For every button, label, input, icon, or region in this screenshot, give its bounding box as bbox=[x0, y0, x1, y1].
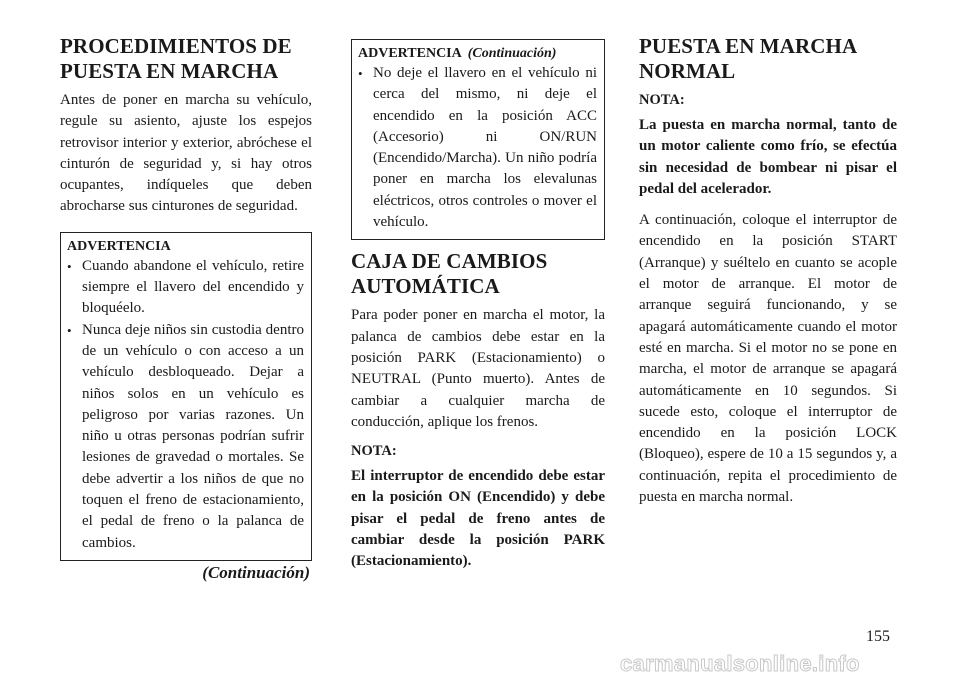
warning-box-continued bbox=[351, 39, 605, 240]
bullet-icon: • bbox=[358, 66, 363, 81]
warning-list bbox=[67, 256, 304, 554]
nota-label: NOTA: bbox=[351, 443, 397, 460]
section-heading-caja-cambios: CAJA DE CAMBIOS AUTOMÁTICA bbox=[351, 249, 548, 299]
nota-label: NOTA: bbox=[639, 92, 685, 108]
nota-text: La puesta en marcha normal, tanto de un motor caliente como frío, se efectúa sin necesidad de bombear ni pisar el pedal del acelerador. bbox=[639, 117, 897, 197]
warning-title: ADVERTENCIA bbox=[67, 238, 171, 254]
warning-item: • No deje el llavero en el vehículo ni cerca del mismo, ni deje el encendido en la posición ACC (Accesorio) ni ON/RUN (Encendido/Marcha). Un niño podría poner en marcha los elevalunas eléctricos, otros controles o mover el vehículo. bbox=[358, 65, 597, 231]
warning-item: • Cuando abandone el vehículo, retire siempre el llavero del encendido y bloquéelo. bbox=[67, 257, 304, 317]
warning-title-suffix: (Continuación) bbox=[467, 46, 557, 61]
column-right bbox=[639, 34, 897, 518]
warning-title: ADVERTENCIA (Continuación) bbox=[358, 46, 557, 61]
column-middle bbox=[351, 34, 605, 573]
warning-box bbox=[60, 232, 312, 561]
watermark: carmanualsonline.info bbox=[620, 651, 860, 676]
section-heading-procedimientos: PROCEDIMIENTOS DE PUESTA EN MARCHA bbox=[60, 34, 292, 83]
warning-item: • Nunca deje niños sin custodia dentro de un vehículo o con acceso a un vehículo desbloqueado. Dejar a niños solos en un vehículo es peligroso por varias razones. Un niño u otras personas podrían sufrir lesiones de gravedad o mortales. Se debe advertir a los niños de que no toquen el freno de estacionamiento, el pedal de freno o la palanca de cambios. bbox=[67, 321, 304, 551]
caja-cambios-paragraph: Para poder poner en marcha el motor, la palanca de cambios debe estar en la posición PARK (Estacionamiento) o NEUTRAL (Punto muerto). Antes de cambiar a cualquier marcha de conducción, aplique los frenos. bbox=[351, 307, 605, 430]
section-heading-puesta-marcha-normal: PUESTA EN MARCHA NORMAL bbox=[639, 34, 857, 83]
bullet-icon: • bbox=[67, 322, 72, 338]
page-number: 155 bbox=[866, 628, 890, 645]
puesta-marcha-paragraph: A continuación, coloque el interruptor de encendido en la posición START (Arranque) y suéltelo en cuanto se acople el motor de arranque. El motor de arranque seguirá funcionando, y se apagará automáticamente cuando el motor esté en marcha. Si el motor no se pone en marcha, el motor de arranque se apagará automáticamente en 10 segundos. Si sucede esto, coloque el interruptor de encendido en la posición LOCK (Bloqueo), espere de 10 a 15 segundos y, a continuación, repita el procedimiento de puesta en marcha normal. bbox=[639, 212, 897, 506]
warning-list bbox=[358, 63, 597, 233]
intro-paragraph: Antes de poner en marcha su vehículo, regule su asiento, ajuste los espejos retrovisor interior y exterior, abróchese el cinturón de seguridad y, si hay otros ocupantes, indíqueles que deben abrocharse sus cinturones de seguridad. bbox=[60, 92, 312, 215]
continuation-label: (Continuación) bbox=[202, 562, 310, 582]
column-left bbox=[60, 34, 312, 583]
bullet-icon: • bbox=[67, 258, 72, 274]
nota-text: El interruptor de encendido debe estar en la posición ON (Encendido) y debe pisar el pedal de freno antes de cambiar desde la posición PARK (Estacionamiento). bbox=[351, 468, 605, 570]
